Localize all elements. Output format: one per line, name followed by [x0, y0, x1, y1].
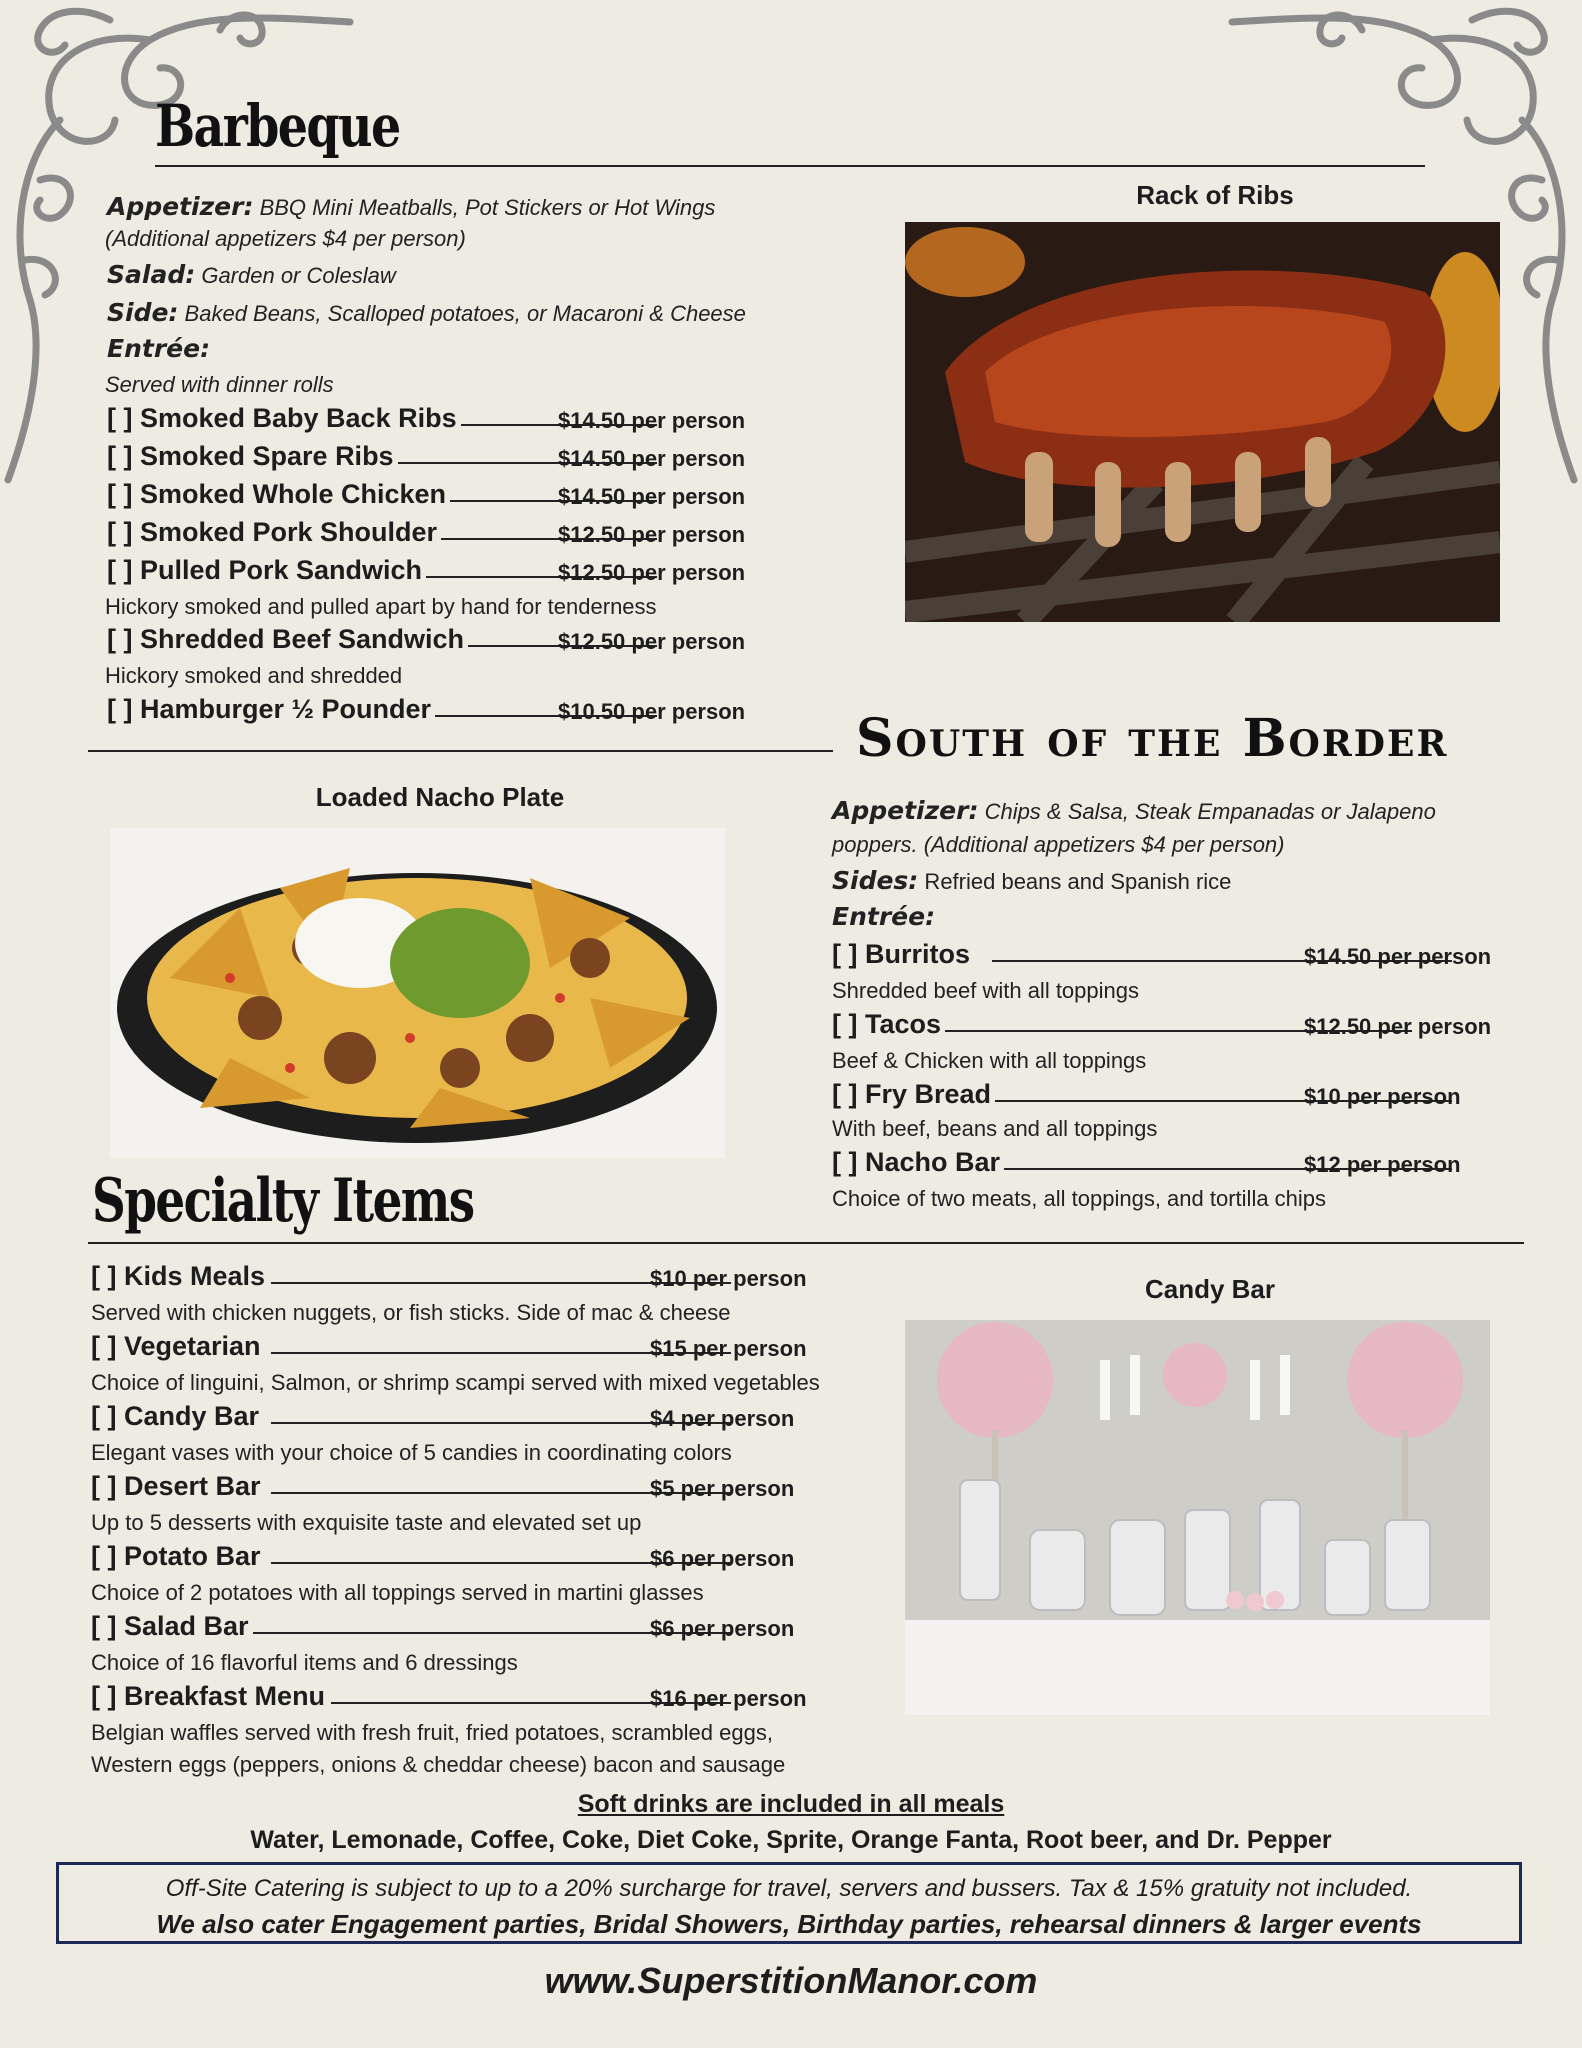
- menu-item-description: Served with chicken nuggets, or fish sticks. Side of mac & cheese: [91, 1300, 731, 1325]
- rack-of-ribs-caption: Rack of Ribs: [1136, 180, 1294, 210]
- menu-item-fry-bread[interactable]: [832, 1080, 1512, 1112]
- menu-item-hamburger[interactable]: [107, 695, 767, 727]
- menu-item-price: $14.50 per person: [558, 484, 746, 509]
- bbq-appetizer-line: [107, 192, 715, 221]
- menu-item-price: $14.50 per person: [558, 408, 746, 433]
- menu-item-price: $12 per person: [1304, 1152, 1461, 1177]
- bbq-appetizer-note: (Additional appetizers $4 per person): [105, 226, 466, 251]
- candy-bar-caption: Candy Bar: [1144, 1274, 1276, 1304]
- menu-item-salad-bar[interactable]: [91, 1612, 831, 1644]
- menu-item-kids-meals[interactable]: [91, 1262, 831, 1294]
- menu-item-nacho-bar[interactable]: [832, 1148, 1512, 1180]
- south-sides-line: [832, 866, 1231, 895]
- bbq-side-text: Baked Beans, Scalloped potatoes, or Macaroni & Cheese: [178, 301, 746, 326]
- menu-item-name: [ ] Breakfast Menu: [91, 1681, 329, 1712]
- loaded-nacho-plate-photo: [110, 828, 725, 1158]
- barbeque-heading: Barbeque: [155, 92, 400, 160]
- bbq-entree-label: Entrée:: [107, 334, 211, 363]
- menu-item-price: $5 per person: [650, 1476, 795, 1501]
- south-sides-label: Sides:: [832, 866, 919, 895]
- menu-item-smoked-whole-chicken[interactable]: [107, 480, 767, 512]
- menu-item-description: Up to 5 desserts with exquisite taste and elevated set up: [91, 1510, 642, 1535]
- south-appetizer-line: [832, 796, 1436, 825]
- specialty-items-heading: Specialty Items: [92, 1166, 474, 1236]
- soft-drinks-title: Soft drinks are included in all meals: [577, 1790, 1005, 1818]
- menu-item-description: Choice of two meats, all toppings, and tortilla chips: [832, 1186, 1327, 1211]
- menu-item-vegetarian[interactable]: [91, 1332, 831, 1364]
- menu-item-price: $12.50 per person: [1304, 1014, 1492, 1039]
- bbq-side-label: Side:: [107, 298, 179, 327]
- menu-item-name: [ ] Candy Bar: [91, 1401, 263, 1432]
- menu-item-desert-bar[interactable]: [91, 1472, 831, 1504]
- menu-item-shredded-beef-sandwich[interactable]: [107, 625, 767, 657]
- catering-notice-box: [56, 1862, 1522, 1944]
- menu-item-name: [ ] Smoked Baby Back Ribs: [107, 403, 461, 434]
- menu-item-description: Beef & Chicken with all toppings: [832, 1048, 1147, 1073]
- menu-item-price: $16 per person: [650, 1686, 807, 1711]
- bbq-appetizer-text: BBQ Mini Meatballs, Pot Stickers or Hot Wings: [253, 195, 716, 220]
- menu-item-name: [ ] Vegetarian: [91, 1331, 265, 1362]
- bbq-appetizer-label: Appetizer:: [107, 192, 254, 221]
- menu-item-name: [ ] Smoked Pork Shoulder: [107, 517, 441, 548]
- rack-of-ribs-photo: [905, 222, 1500, 622]
- menu-item-description: Hickory smoked and shredded: [105, 663, 403, 688]
- menu-item-description: Hickory smoked and pulled apart by hand for tenderness: [105, 594, 657, 619]
- offsite-catering-notice: Off-Site Catering is subject to up to a 20% surcharge for travel, servers and bussers. Tax & 15% gratuity not included.: [165, 1875, 1413, 1902]
- website-link[interactable]: www.SuperstitionManor.com: [544, 1960, 1038, 2001]
- menu-item-name: [ ] Pulled Pork Sandwich: [107, 555, 426, 586]
- south-appetizer-note: poppers. (Additional appetizers $4 per person): [832, 832, 1285, 857]
- menu-item-name: [ ] Smoked Spare Ribs: [107, 441, 398, 472]
- menu-item-price: $12.50 per person: [558, 522, 746, 547]
- menu-item-candy-bar[interactable]: [91, 1402, 831, 1434]
- menu-item-price: $12.50 per person: [558, 629, 746, 654]
- menu-item-potato-bar[interactable]: [91, 1542, 831, 1574]
- menu-item-description: Shredded beef with all toppings: [832, 978, 1139, 1003]
- menu-item-breakfast-menu[interactable]: [91, 1682, 831, 1714]
- menu-item-price: $10 per person: [650, 1266, 807, 1291]
- south-entree-label: Entrée:: [832, 902, 936, 931]
- soft-drinks-list: Water, Lemonade, Coffee, Coke, Diet Coke, Sprite, Orange Fanta, Root beer, and Dr. Pepper: [250, 1826, 1332, 1854]
- menu-item-smoked-baby-back-ribs[interactable]: [107, 404, 767, 436]
- south-appetizer-label: Appetizer:: [832, 796, 979, 825]
- bbq-salad-text: Garden or Coleslaw: [195, 263, 396, 288]
- menu-item-name: [ ] Nacho Bar: [832, 1147, 1004, 1178]
- loaded-nacho-plate-caption: Loaded Nacho Plate: [315, 782, 565, 812]
- bbq-entree-note: Served with dinner rolls: [105, 372, 334, 397]
- bbq-salad-label: Salad:: [107, 260, 196, 289]
- menu-item-description: Choice of 16 flavorful items and 6 dressings: [91, 1650, 518, 1675]
- menu-item-price: $10 per person: [1304, 1084, 1461, 1109]
- menu-item-smoked-spare-ribs[interactable]: [107, 442, 767, 474]
- menu-item-burritos[interactable]: [832, 940, 1512, 972]
- menu-item-price: $6 per person: [650, 1616, 795, 1641]
- menu-item-description: With beef, beans and all toppings: [832, 1116, 1158, 1141]
- south-entree-line: [832, 902, 935, 931]
- south-of-the-border-heading: South of the Border: [856, 708, 1449, 769]
- menu-item-tacos[interactable]: [832, 1010, 1512, 1042]
- menu-item-name: [ ] Desert Bar: [91, 1471, 265, 1502]
- menu-item-price: $4 per person: [650, 1406, 795, 1431]
- menu-item-name: [ ] Kids Meals: [91, 1261, 269, 1292]
- bbq-entree-line: [107, 334, 210, 363]
- menu-item-description-continued: Western eggs (peppers, onions & cheddar cheese) bacon and sausage: [91, 1752, 786, 1777]
- barbeque-rule: [155, 165, 1425, 167]
- menu-item-name: [ ] Hamburger ½ Pounder: [107, 694, 435, 725]
- menu-item-name: [ ] Potato Bar: [91, 1541, 265, 1572]
- barbeque-bottom-rule: [88, 750, 833, 752]
- menu-item-price: $14.50 per person: [558, 446, 746, 471]
- menu-item-description: Choice of linguini, Salmon, or shrimp scampi served with mixed vegetables: [91, 1370, 820, 1395]
- events-notice: We also cater Engagement parties, Bridal Showers, Birthday parties, rehearsal dinners & larger events: [156, 1909, 1422, 1939]
- menu-item-name: [ ] Shredded Beef Sandwich: [107, 624, 468, 655]
- menu-item-price: $15 per person: [650, 1336, 807, 1361]
- bbq-salad-line: [107, 260, 396, 289]
- candy-bar-photo: [905, 1320, 1490, 1715]
- menu-item-price: $14.50 per person: [1304, 944, 1492, 969]
- bbq-side-line: [107, 298, 746, 327]
- specialty-rule: [88, 1242, 1524, 1244]
- south-appetizer-text: Chips & Salsa, Steak Empanadas or Jalapeno: [978, 799, 1436, 824]
- menu-item-description: Belgian waffles served with fresh fruit, fried potatoes, scrambled eggs,: [91, 1720, 773, 1745]
- menu-item-smoked-pork-shoulder[interactable]: [107, 518, 767, 550]
- menu-item-name: [ ] Salad Bar: [91, 1611, 253, 1642]
- menu-item-name: [ ] Fry Bread: [832, 1079, 995, 1110]
- menu-item-name: [ ] Burritos: [832, 939, 974, 970]
- south-sides-text: Refried beans and Spanish rice: [918, 869, 1232, 894]
- menu-item-price: $6 per person: [650, 1546, 795, 1571]
- menu-item-pulled-pork-sandwich[interactable]: [107, 556, 767, 588]
- menu-item-description: Choice of 2 potatoes with all toppings served in martini glasses: [91, 1580, 704, 1605]
- menu-item-name: [ ] Tacos: [832, 1009, 945, 1040]
- menu-item-description: Elegant vases with your choice of 5 candies in coordinating colors: [91, 1440, 732, 1465]
- menu-item-price: $12.50 per person: [558, 560, 746, 585]
- menu-item-name: [ ] Smoked Whole Chicken: [107, 479, 450, 510]
- menu-item-price: $10.50 per person: [558, 699, 746, 724]
